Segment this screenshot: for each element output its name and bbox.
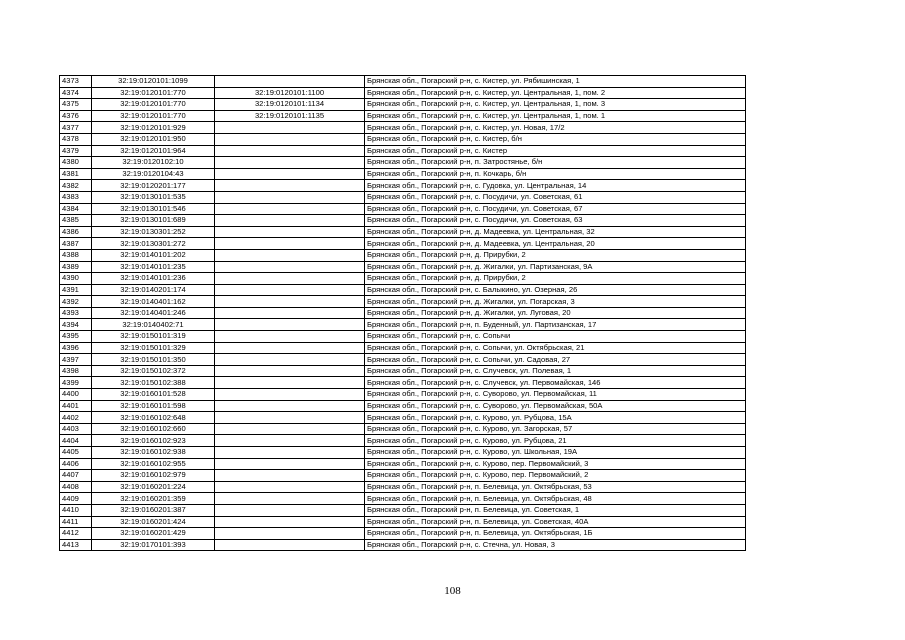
cadastral-number-cell: 32:19:0160102:979 [92,470,215,482]
sub-cadastral-number-cell [215,331,365,343]
table-row [60,110,746,122]
row-number-cell: 4401 [60,400,92,412]
address-cell: Брянская обл., Погарский р-н, д. Жигалки, ул. Погарская, 3 [365,296,746,308]
table-row [60,191,746,203]
row-number-cell: 4391 [60,284,92,296]
row-number-cell: 4388 [60,249,92,261]
cadastral-number-cell: 32:19:0120104:43 [92,168,215,180]
address-cell: Брянская обл., Погарский р-н, п. Кочкарь, б/н [365,168,746,180]
cadastral-number-cell: 32:19:0120201:177 [92,180,215,192]
row-number-cell: 4381 [60,168,92,180]
row-number-cell: 4409 [60,493,92,505]
cadastral-number-cell: 32:19:0140402:71 [92,319,215,331]
table-row [60,365,746,377]
table-row [60,389,746,401]
page-number: 108 [444,585,461,597]
row-number-cell: 4386 [60,226,92,238]
cadastral-number-cell: 32:19:0160201:387 [92,504,215,516]
cadastral-number-cell: 32:19:0160101:598 [92,400,215,412]
address-cell: Брянская обл., Погарский р-н, п. Белевица, ул. Советская, 1 [365,504,746,516]
address-cell: Брянская обл., Погарский р-н, д. Прирубки, 2 [365,273,746,285]
address-cell: Брянская обл., Погарский р-н, с. Посудичи, ул. Советская, 63 [365,215,746,227]
cadastral-number-cell: 32:19:0130301:272 [92,238,215,250]
address-cell: Брянская обл., Погарский р-н, п. Буденный, ул. Партизанская, 17 [365,319,746,331]
table-row [60,99,746,111]
sub-cadastral-number-cell [215,238,365,250]
row-number-cell: 4403 [60,423,92,435]
table-row [60,238,746,250]
table-row [60,412,746,424]
table-row [60,504,746,516]
address-cell: Брянская обл., Погарский р-н, с. Кистер [365,145,746,157]
sub-cadastral-number-cell [215,180,365,192]
row-number-cell: 4396 [60,342,92,354]
table-row [60,331,746,343]
row-number-cell: 4376 [60,110,92,122]
address-cell: Брянская обл., Погарский р-н, с. Кистер, ул. Новая, 17/2 [365,122,746,134]
address-cell: Брянская обл., Погарский р-н, с. Гудовка, ул. Центральная, 14 [365,180,746,192]
address-cell: Брянская обл., Погарский р-н, с. Курово, пер. Первомайский, 3 [365,458,746,470]
table-row [60,528,746,540]
row-number-cell: 4380 [60,157,92,169]
sub-cadastral-number-cell [215,342,365,354]
table-row [60,470,746,482]
sub-cadastral-number-cell [215,319,365,331]
address-cell: Брянская обл., Погарский р-н, с. Стечна, ул. Новая, 3 [365,539,746,551]
cadastral-number-cell: 32:19:0130101:535 [92,191,215,203]
cadastral-number-cell: 32:19:0140401:162 [92,296,215,308]
sub-cadastral-number-cell [215,226,365,238]
sub-cadastral-number-cell [215,516,365,528]
cadastral-number-cell: 32:19:0130301:252 [92,226,215,238]
cadastral-number-cell: 32:19:0120101:770 [92,110,215,122]
table-row [60,203,746,215]
address-cell: Брянская обл., Погарский р-н, д. Жигалки, ул. Партизанская, 9А [365,261,746,273]
table-row [60,435,746,447]
row-number-cell: 4407 [60,470,92,482]
address-cell: Брянская обл., Погарский р-н, с. Сопычи, ул. Октябрьская, 21 [365,342,746,354]
row-number-cell: 4373 [60,76,92,88]
table-row [60,377,746,389]
cadastral-number-cell: 32:19:0160102:660 [92,423,215,435]
row-number-cell: 4385 [60,215,92,227]
cadastral-number-cell: 32:19:0120101:929 [92,122,215,134]
row-number-cell: 4384 [60,203,92,215]
table-row [60,342,746,354]
table-row [60,458,746,470]
cadastral-number-cell: 32:19:0150102:388 [92,377,215,389]
address-cell: Брянская обл., Погарский р-н, с. Сопычи [365,331,746,343]
address-cell: Брянская обл., Погарский р-н, с. Балыкино, ул. Озерная, 26 [365,284,746,296]
row-number-cell: 4377 [60,122,92,134]
table-row [60,261,746,273]
address-cell: Брянская обл., Погарский р-н, п. Белевица, ул. Октябрьская, 1Б [365,528,746,540]
cadastral-number-cell: 32:19:0120101:770 [92,87,215,99]
cadastral-number-cell: 32:19:0120101:1099 [92,76,215,88]
sub-cadastral-number-cell [215,261,365,273]
address-cell: Брянская обл., Погарский р-н, с. Суворово, ул. Первомайская, 11 [365,389,746,401]
cadastral-number-cell: 32:19:0160201:359 [92,493,215,505]
sub-cadastral-number-cell [215,215,365,227]
sub-cadastral-number-cell [215,296,365,308]
cadastral-number-cell: 32:19:0150101:329 [92,342,215,354]
address-cell: Брянская обл., Погарский р-н, с. Курово, ул. Рубцова, 15А [365,412,746,424]
table-row [60,226,746,238]
row-number-cell: 4405 [60,447,92,459]
table-row [60,284,746,296]
table-row [60,249,746,261]
cadastral-number-cell: 32:19:0120101:964 [92,145,215,157]
table-row [60,539,746,551]
address-cell: Брянская обл., Погарский р-н, с. Случевск, ул. Первомайская, 146 [365,377,746,389]
row-number-cell: 4413 [60,539,92,551]
address-cell: Брянская обл., Погарский р-н, с. Курово, пер. Первомайский, 2 [365,470,746,482]
sub-cadastral-number-cell [215,539,365,551]
sub-cadastral-number-cell [215,458,365,470]
table-row [60,180,746,192]
row-number-cell: 4399 [60,377,92,389]
row-number-cell: 4412 [60,528,92,540]
cadastral-number-cell: 32:19:0160101:528 [92,389,215,401]
sub-cadastral-number-cell [215,528,365,540]
row-number-cell: 4383 [60,191,92,203]
sub-cadastral-number-cell [215,447,365,459]
table-row [60,133,746,145]
address-cell: Брянская обл., Погарский р-н, с. Кистер, б/н [365,133,746,145]
table-row [60,354,746,366]
sub-cadastral-number-cell [215,122,365,134]
sub-cadastral-number-cell [215,284,365,296]
cadastral-number-cell: 32:19:0130101:546 [92,203,215,215]
cadastral-number-cell: 32:19:0120101:950 [92,133,215,145]
row-number-cell: 4397 [60,354,92,366]
cadastral-number-cell: 32:19:0120101:770 [92,99,215,111]
sub-cadastral-number-cell [215,481,365,493]
row-number-cell: 4379 [60,145,92,157]
cadastral-number-cell: 32:19:0160201:424 [92,516,215,528]
table-row [60,516,746,528]
row-number-cell: 4410 [60,504,92,516]
sub-cadastral-number-cell [215,504,365,516]
table-row [60,319,746,331]
row-number-cell: 4393 [60,307,92,319]
row-number-cell: 4404 [60,435,92,447]
sub-cadastral-number-cell [215,365,365,377]
row-number-cell: 4392 [60,296,92,308]
property-registry-table [59,75,746,551]
row-number-cell: 4375 [60,99,92,111]
sub-cadastral-number-cell [215,203,365,215]
table-row [60,423,746,435]
cadastral-number-cell: 32:19:0150101:319 [92,331,215,343]
address-cell: Брянская обл., Погарский р-н, д. Прирубки, 2 [365,249,746,261]
address-cell: Брянская обл., Погарский р-н, п. Белевица, ул. Октябрьская, 48 [365,493,746,505]
cadastral-number-cell: 32:19:0170101:393 [92,539,215,551]
registry-table-body [60,76,746,551]
cadastral-number-cell: 32:19:0140401:246 [92,307,215,319]
row-number-cell: 4382 [60,180,92,192]
address-cell: Брянская обл., Погарский р-н, с. Случевск, ул. Полевая, 1 [365,365,746,377]
table-row [60,145,746,157]
table-row [60,122,746,134]
table-row [60,481,746,493]
sub-cadastral-number-cell [215,168,365,180]
address-cell: Брянская обл., Погарский р-н, д. Жигалки, ул. Луговая, 20 [365,307,746,319]
row-number-cell: 4406 [60,458,92,470]
row-number-cell: 4402 [60,412,92,424]
address-cell: Брянская обл., Погарский р-н, д. Мадеевка, ул. Центральная, 32 [365,226,746,238]
sub-cadastral-number-cell [215,470,365,482]
cadastral-number-cell: 32:19:0140101:236 [92,273,215,285]
address-cell: Брянская обл., Погарский р-н, с. Посудичи, ул. Советская, 67 [365,203,746,215]
table-row [60,307,746,319]
cadastral-number-cell: 32:19:0120102:10 [92,157,215,169]
sub-cadastral-number-cell [215,249,365,261]
table-row [60,493,746,505]
table-row [60,76,746,88]
sub-cadastral-number-cell [215,307,365,319]
table-row [60,168,746,180]
sub-cadastral-number-cell: 32:19:0120101:1100 [215,87,365,99]
sub-cadastral-number-cell [215,435,365,447]
cadastral-number-cell: 32:19:0150102:372 [92,365,215,377]
address-cell: Брянская обл., Погарский р-н, с. Курово, ул. Школьная, 19А [365,447,746,459]
cadastral-number-cell: 32:19:0160102:648 [92,412,215,424]
row-number-cell: 4411 [60,516,92,528]
sub-cadastral-number-cell [215,157,365,169]
table-row [60,273,746,285]
sub-cadastral-number-cell [215,273,365,285]
sub-cadastral-number-cell [215,191,365,203]
address-cell: Брянская обл., Погарский р-н, с. Кистер, ул. Рябишинская, 1 [365,76,746,88]
address-cell: Брянская обл., Погарский р-н, с. Кистер, ул. Центральная, 1, пом. 3 [365,99,746,111]
address-cell: Брянская обл., Погарский р-н, с. Суворово, ул. Первомайская, 50А [365,400,746,412]
table-row [60,87,746,99]
address-cell: Брянская обл., Погарский р-н, с. Кистер, ул. Центральная, 1, пом. 1 [365,110,746,122]
address-cell: Брянская обл., Погарский р-н, с. Сопычи, ул. Садовая, 27 [365,354,746,366]
address-cell: Брянская обл., Погарский р-н, п. Белевица, ул. Советская, 40А [365,516,746,528]
address-cell: Брянская обл., Погарский р-н, п. Затростянье, б/н [365,157,746,169]
address-cell: Брянская обл., Погарский р-н, п. Белевица, ул. Октябрьская, 53 [365,481,746,493]
sub-cadastral-number-cell: 32:19:0120101:1134 [215,99,365,111]
cadastral-number-cell: 32:19:0160102:938 [92,447,215,459]
table-row [60,215,746,227]
sub-cadastral-number-cell [215,493,365,505]
address-cell: Брянская обл., Погарский р-н, с. Кистер, ул. Центральная, 1, пом. 2 [365,87,746,99]
cadastral-number-cell: 32:19:0140101:235 [92,261,215,273]
row-number-cell: 4374 [60,87,92,99]
row-number-cell: 4400 [60,389,92,401]
sub-cadastral-number-cell [215,145,365,157]
address-cell: Брянская обл., Погарский р-н, с. Посудичи, ул. Советская, 61 [365,191,746,203]
address-cell: Брянская обл., Погарский р-н, с. Курово, ул. Рубцова, 21 [365,435,746,447]
cadastral-number-cell: 32:19:0160201:429 [92,528,215,540]
row-number-cell: 4395 [60,331,92,343]
cadastral-number-cell: 32:19:0130101:689 [92,215,215,227]
address-cell: Брянская обл., Погарский р-н, д. Мадеевка, ул. Центральная, 20 [365,238,746,250]
row-number-cell: 4398 [60,365,92,377]
row-number-cell: 4394 [60,319,92,331]
table-row [60,447,746,459]
cadastral-number-cell: 32:19:0140101:202 [92,249,215,261]
sub-cadastral-number-cell [215,423,365,435]
sub-cadastral-number-cell [215,354,365,366]
row-number-cell: 4387 [60,238,92,250]
address-cell: Брянская обл., Погарский р-н, с. Курово, ул. Загорская, 57 [365,423,746,435]
cadastral-number-cell: 32:19:0160102:955 [92,458,215,470]
sub-cadastral-number-cell [215,377,365,389]
table-row [60,400,746,412]
table-row [60,157,746,169]
sub-cadastral-number-cell [215,133,365,145]
sub-cadastral-number-cell [215,400,365,412]
row-number-cell: 4389 [60,261,92,273]
row-number-cell: 4378 [60,133,92,145]
sub-cadastral-number-cell [215,76,365,88]
sub-cadastral-number-cell [215,389,365,401]
table-row [60,296,746,308]
sub-cadastral-number-cell: 32:19:0120101:1135 [215,110,365,122]
row-number-cell: 4390 [60,273,92,285]
cadastral-number-cell: 32:19:0160201:224 [92,481,215,493]
sub-cadastral-number-cell [215,412,365,424]
row-number-cell: 4408 [60,481,92,493]
cadastral-number-cell: 32:19:0150101:350 [92,354,215,366]
cadastral-number-cell: 32:19:0140201:174 [92,284,215,296]
cadastral-number-cell: 32:19:0160102:923 [92,435,215,447]
